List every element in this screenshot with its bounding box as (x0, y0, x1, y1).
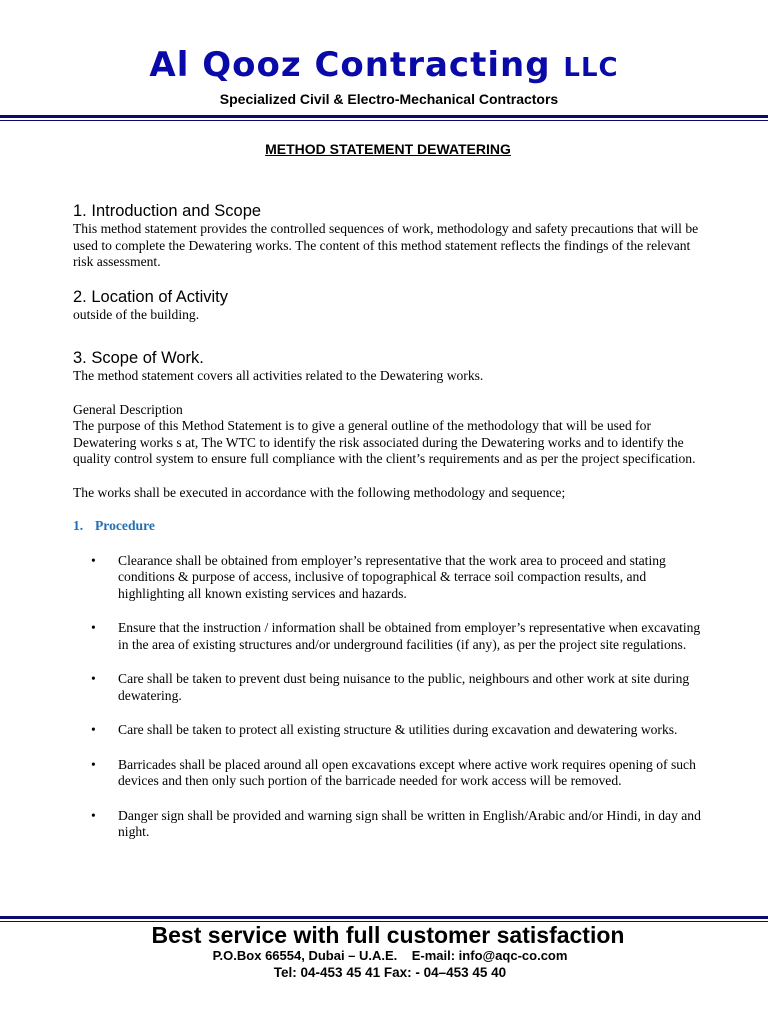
section-heading (73, 287, 713, 307)
general-description-text: The purpose of this Method Statement is to give a general outline of the methodology that will be used for Dewatering works s at, The WTC to identify the risk associated during the Dewatering works and to identify the quality control system to ensure full compliance with the client’s requirements and as per the project specification. (73, 418, 696, 466)
list-item (73, 808, 713, 841)
bullet-icon: • (91, 807, 96, 823)
section-title: Location of Activity (91, 287, 229, 306)
section-heading (73, 201, 713, 221)
company-name (0, 42, 768, 91)
section-heading (73, 348, 713, 368)
section-text: This method statement provides the controlled sequences of work, methodology and safety precautions that will be used to complete the Dewatering works. The content of this method statement reflects the findings of the relevant risk assessment. (73, 221, 699, 269)
list-item (73, 757, 713, 790)
header-divider-thin (0, 120, 768, 121)
list-item (73, 553, 713, 603)
section-number: 1. (73, 202, 87, 220)
section-title: Scope of Work. (91, 349, 204, 367)
procedure-label: Procedure (95, 518, 155, 533)
list-item-text: Ensure that the instruction / information shall be obtained from employer’s representative when excavating in the area of existing structures and/or underground facilities (if any), as per the project site regulations. (118, 620, 701, 652)
section-text: The method statement covers all activities related to the Dewatering works. (73, 368, 484, 383)
procedure-list (73, 553, 713, 841)
bullet-icon: • (91, 552, 96, 568)
section-text: outside of the building. (73, 306, 200, 322)
list-item-text: Danger sign shall be provided and warning sign shall be written in English/Arabic and/or Hindi, in day and night. (118, 807, 701, 839)
bullet-icon: • (91, 756, 96, 772)
company-name-suffix: LLC (563, 53, 619, 83)
list-item (73, 620, 713, 653)
general-description-label: General Description (73, 401, 183, 417)
bullet-icon: • (91, 671, 96, 686)
list-item-text: Clearance shall be obtained from employer’s representative that the work area to proceed and stating conditions & purpose of access, inclusive of topographical & terrace soil compaction results, and highlighting all known existing services and hazards. (118, 552, 666, 601)
list-item-text: Barricades shall be placed around all open excavations except where active work requires opening of such devices and then only such portion of the barricade needed for work access will be removed. (118, 756, 696, 788)
footer-address: P.O.Box 66554, Dubai – U.A.E. E-mail: info@aqc-co.com (212, 948, 568, 963)
list-item (73, 671, 713, 704)
company-name-main: Al Qooz Contracting (149, 45, 551, 85)
section-title: Introduction and Scope (91, 202, 262, 220)
document-body (73, 201, 713, 859)
bullet-icon: • (91, 722, 96, 737)
section-number: 2. (73, 287, 87, 306)
footer-phone: Tel: 04-453 45 41 Fax: - 04–453 45 40 (273, 965, 507, 980)
header-divider (0, 115, 768, 118)
procedure-heading (73, 518, 713, 535)
list-item (73, 722, 713, 739)
footer-slogan: Best service with full customer satisfaction (151, 922, 625, 948)
list-item-text: Care shall be taken to prevent dust being nuisance to the public, neighbours and other work at site during dewatering. (118, 671, 690, 703)
sequence-text: The works shall be executed in accordance with the following methodology and sequence; (73, 484, 566, 500)
list-item-text: Care shall be taken to protect all existing structure & utilities during excavation and dewatering works. (118, 722, 678, 737)
procedure-number: 1. (73, 518, 84, 533)
bullet-icon: • (91, 620, 96, 635)
document-title: METHOD STATEMENT DEWATERING (265, 141, 511, 157)
section-number: 3. (73, 349, 87, 367)
company-tagline: Specialized Civil & Electro-Mechanical Contractors (219, 91, 559, 107)
